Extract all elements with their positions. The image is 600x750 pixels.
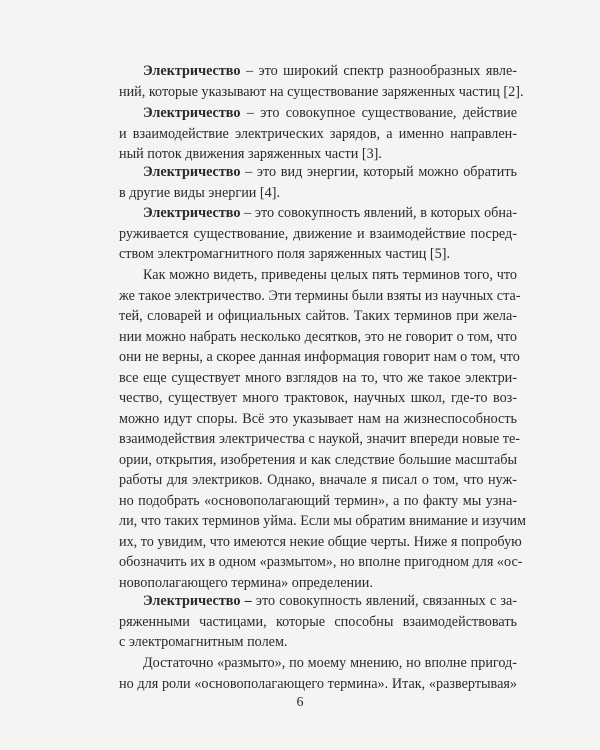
paragraph-line: Достаточно «размыто», по моему мнению, но вполне пригод-: [143, 655, 517, 671]
paragraph-line: обозначить их в одном «размытом», но вполне пригодном для «ос-: [119, 554, 523, 570]
paragraph-line: ории, открытия, изобретения и как следствие большие масштабы: [119, 451, 517, 468]
body-paragraph: [119, 265, 527, 593]
definition-paragraph-3: [119, 162, 517, 203]
paragraph-line: они не верны, а скорее данная информация говорит нам о том, что: [119, 349, 520, 365]
paragraph-line: ли, что таких терминов уйма. Если мы обратим внимание и изучим: [119, 513, 527, 529]
paragraph-line: это совокупность явлений, связанных с за-: [251, 593, 517, 609]
paragraph-line: работы для электриков. Однако, вначале я писал о том, что нуж-: [119, 472, 517, 488]
paragraph-line: – это широкий спектр разнообразных явле-: [240, 63, 517, 79]
paragraph-line: руживается существование, движение и взаимодействие посред-: [119, 225, 517, 242]
paragraph-line: новополагающего термина» определении.: [119, 574, 373, 591]
closing-paragraph: [119, 653, 517, 694]
paragraph-line: все еще существует много взглядов на то, что же такое электри-: [119, 369, 517, 386]
paragraph-line: ством электромагнитного поля заряженных частиц [5].: [119, 246, 451, 262]
paragraph-line: чество, существует много трактовок, научных школ, где-то воз-: [119, 390, 517, 406]
paragraph-line: нии можно набрать несколько десятков, это не говорит о том, что: [119, 328, 517, 345]
paragraph-line: – это вид энергии, который можно обратить: [240, 164, 517, 180]
page-number: 6: [296, 695, 304, 710]
definition-paragraph-2: [119, 103, 517, 165]
paragraph-line: ряженными частицами, которые способны взаимодействовать: [119, 613, 517, 630]
definition-paragraph-4: [119, 203, 517, 265]
defined-term: Электричество –: [143, 593, 252, 609]
paragraph-line: и взаимодействие электрических зарядов, а именно направлен-: [119, 125, 517, 142]
paragraph-line: но подобрать «основополагающий термин», а по факту мы узна-: [119, 492, 517, 509]
paragraph-line: их, то увидим, что имеются некие общие черты. Ниже я попробую: [119, 533, 522, 550]
defined-term: Электричество: [143, 105, 241, 121]
definition-paragraph-1: [119, 61, 524, 102]
paragraph-line: можно идут споры. Всё это указывает нам на жизнеспособность: [119, 410, 517, 427]
defined-term: Электричество: [143, 205, 241, 221]
paragraph-line: же такое электричество. Эти термины были взяты из научных ста-: [119, 287, 521, 304]
paragraph-line: – это совокупное существование, действие: [240, 105, 517, 121]
defined-term: Электричество: [143, 63, 241, 79]
paragraph-line: взаимодействия электричества с наукой, значит впереди новые те-: [119, 431, 521, 447]
paragraph-line: но для роли «основополагающего термина». Итак, «развертывая»: [119, 675, 517, 692]
paragraph-line: – это совокупность явлений, в которых обна-: [240, 205, 517, 221]
paragraph-line: ный поток движения заряженных части [3].: [119, 146, 382, 162]
definition-paragraph-summary: [119, 591, 517, 653]
paragraph-line: Как можно видеть, приведены целых пять терминов того, что: [143, 267, 517, 283]
paragraph-line: с электромагнитным полем.: [119, 634, 288, 650]
paragraph-line: в другие виды энергии [4].: [119, 184, 281, 201]
defined-term: Электричество: [143, 164, 241, 180]
paragraph-line: ний, которые указывают на существование заряженных частиц [2].: [119, 83, 524, 100]
paragraph-line: тей, словарей и официальных сайтов. Таких терминов при жела-: [119, 308, 517, 324]
